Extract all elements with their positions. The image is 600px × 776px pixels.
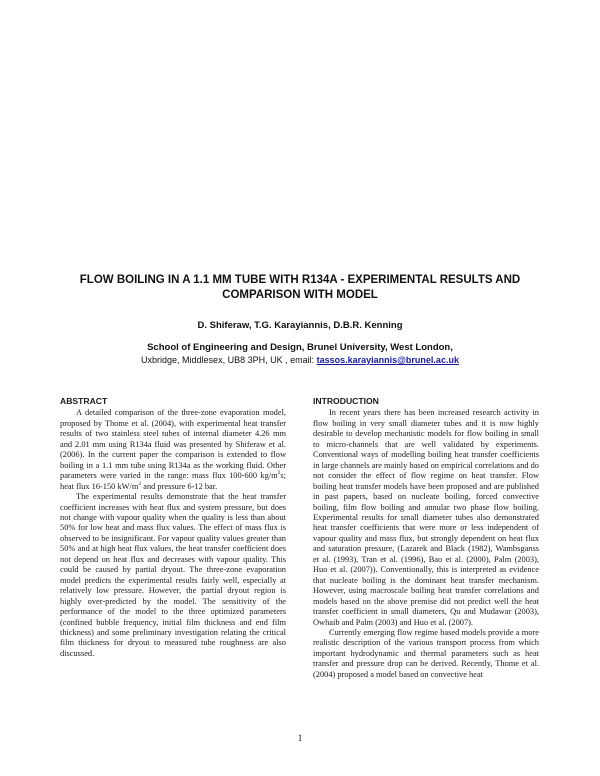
email-link[interactable]: tassos.karayiannis@brunel.ac.uk [316,355,459,365]
superscript-2: 2 [138,480,142,487]
abstract-column [60,396,286,659]
introduction-paragraph-1: In recent years there has been increased research activity in flow boiling in very small diameter tubes and it is now highly desirable to develop mechanistic models for flow boiling in small to micro-channels that are well validated by experiments. Conventional ways of modelling boiling heat transfer coefficients in large channels are mainly based on empirical correlations and do not consider the effect of flow regime on heat transfer. Flow boiling heat transfer models have been proposed and are published in past papers, based on nucleate boiling, forced convective boiling, film flow boiling and annular two phase flow boiling. Experimental results for small diameter tubes also demonstrated heat transfer coefficients that were more or less independent of vapour quality and mass flux, but strongly dependent on heat flux and saturation pressure, (Lazarek and Black (1982), Wambsganss et al. (1993), Tran et al. (1996), Bao et al. (2000), Palm (2003), Huo et al. (2007)). Conventionally, this is interpreted as evidence that nucleate boiling is the dominant heat transfer mechanism. However, using macroscale boiling heat transfer correlations and models based on the above premise did not predict well the heat transfer coefficient in small diameters, Qu and Mudawar (2003), Owhaib and Palm (2003) and Huo et al. (2007). [313,408,539,627]
affiliation-institution: School of Engineering and Design, Brunel University, West London, [147,342,453,353]
introduction-column [313,396,539,680]
abstract-paragraph-1 [60,408,286,492]
paper-title: FLOW BOILING IN A 1.1 MM TUBE WITH R134A - EXPERIMENTAL RESULTS AND COMPARISON WITH MODEL [79,274,521,301]
affiliation-address [40,354,560,366]
affiliation-address-text: Uxbridge, Middlesex, UB8 3PH, UK , email: [141,355,317,365]
abstract-p1-text-c: and pressure 6-12 bar. [141,481,218,491]
abstract-paragraph-2: The experimental results demonstrate that the heat transfer coefficient increases with heat flux and system pressure, but does not change with vapour quality when the quality is less than about 50% for low heat and mass flux values. The effect of mass flux is observed to be insignificant. For vapour quality values greater than 50% and at high heat flux values, the heat transfer coefficient does not depend on heat flux and decreases with vapour quality. This could be caused by partial dryout. The three-zone evaporation model predicts the experimental results fairly well, especially at relatively low pressure. However, the partial dryout region is highly over-predicted by the model. The sensitivity of the performance of the model to the three optimized parameters (confined bubble frequency, initial film thickness and end film thickness) and some preliminary investigation relating the critical film thickness for dryout to measured tube roughness are also discussed. [60,492,286,658]
author-list: D. Shiferaw, T.G. Karayiannis, D.B.R. Kenning [197,320,403,331]
abstract-p1-text-a: A detailed comparison of the three-zone evaporation model, proposed by Thome et al. (2004), with experimental heat transfer results of two stainless steel tubes of internal diameter 4.26 mm and 2.01 mm using R134a fluid was presented by Shiferaw et al. (2006). In the current paper the comparison is extended to flow boiling in a 1.1 mm tube using R134a as the working fluid. Other parameters were varied in the range: mass flux 100-600 kg/m [60,408,286,481]
page-number: 1 [297,733,303,743]
introduction-heading: INTRODUCTION [313,396,379,406]
abstract-heading: ABSTRACT [60,396,108,406]
affiliation [40,342,560,366]
superscript-2: 2 [277,470,281,477]
introduction-paragraph-2: Currently emerging flow regime based models provide a more realistic description of the various transport process from which important hydrodynamic and thermal parameters such as heat transfer and pressure drop can be derived. Recently, Thome et al. (2004) proposed a model based on convective heat [313,627,539,679]
abstract-p1-text-b: s; heat flux 16-150 kW/m [60,471,286,491]
